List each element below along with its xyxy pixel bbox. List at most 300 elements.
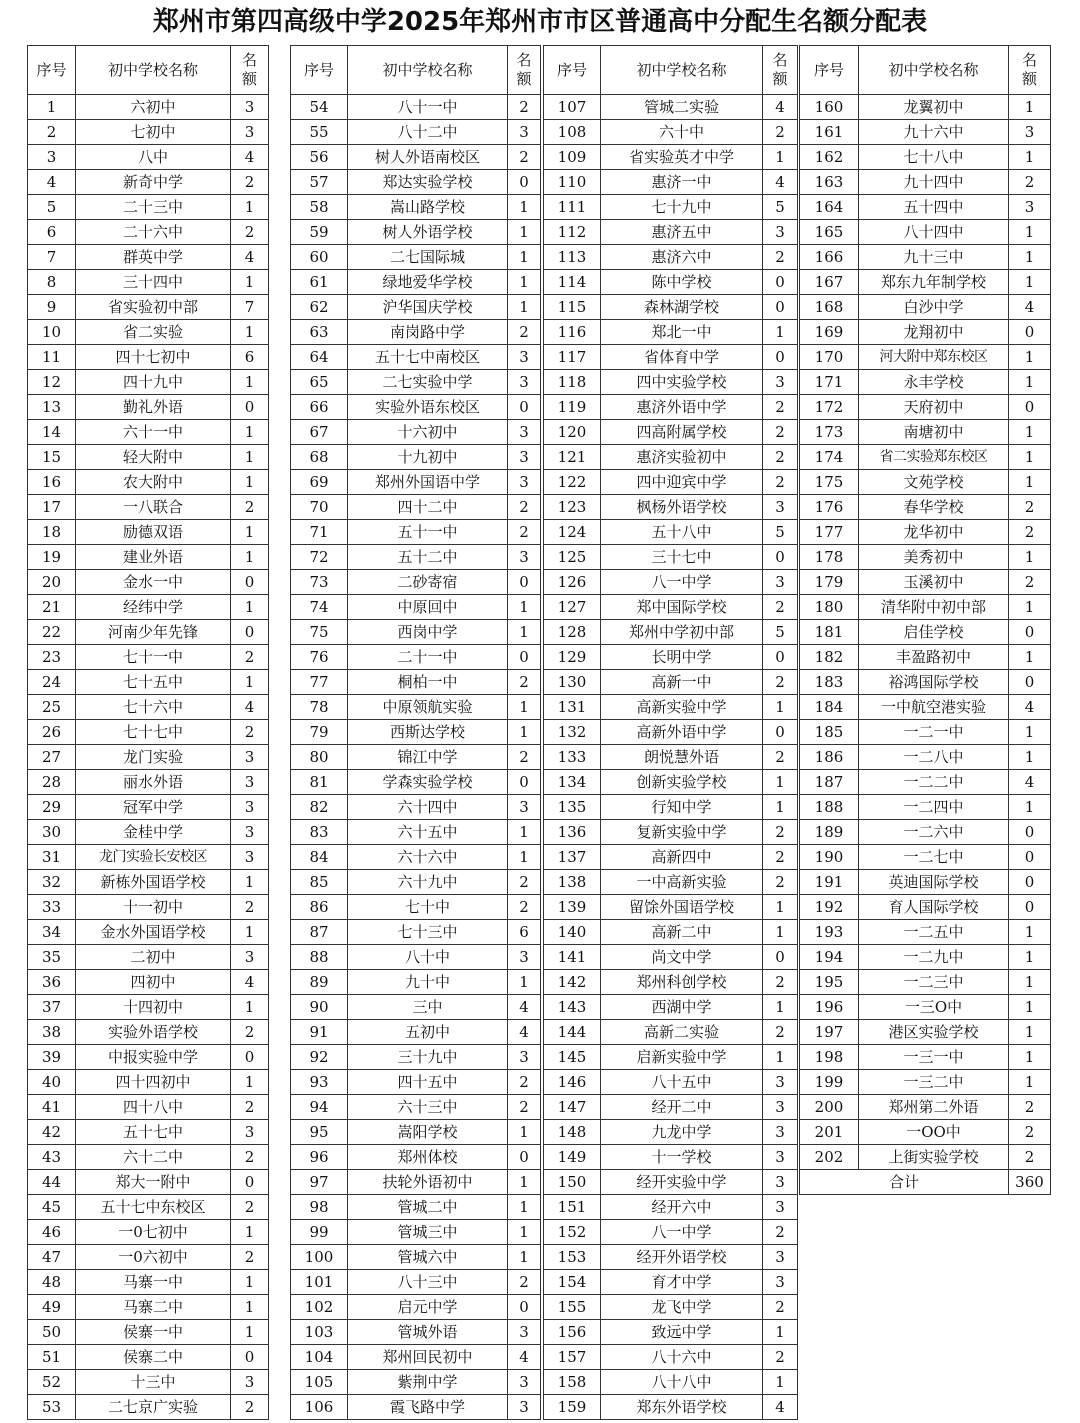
row-quota: 3 xyxy=(508,945,541,970)
table-row xyxy=(291,445,541,470)
table-row xyxy=(28,1070,269,1095)
row-seq: 103 xyxy=(291,1320,348,1345)
row-seq: 7 xyxy=(28,245,76,270)
row-school-name: 一三O中 xyxy=(859,995,1009,1020)
row-quota: 2 xyxy=(508,145,541,170)
row-quota: 0 xyxy=(1009,870,1051,895)
table-row xyxy=(291,970,541,995)
row-quota: 0 xyxy=(763,545,798,570)
row-quota: 2 xyxy=(508,745,541,770)
table-row xyxy=(544,145,798,170)
row-quota: 1 xyxy=(1009,995,1051,1020)
row-school-name: 一三二中 xyxy=(859,1070,1009,1095)
row-seq: 83 xyxy=(291,820,348,845)
table-row xyxy=(291,745,541,770)
row-quota: 1 xyxy=(508,1245,541,1270)
row-seq: 36 xyxy=(28,970,76,995)
row-quota: 3 xyxy=(508,420,541,445)
row-school-name: 龙华初中 xyxy=(859,520,1009,545)
row-quota: 1 xyxy=(1009,345,1051,370)
row-seq: 192 xyxy=(800,895,859,920)
row-seq: 44 xyxy=(28,1170,76,1195)
table-row xyxy=(544,1170,798,1195)
row-seq: 86 xyxy=(291,895,348,920)
row-quota: 4 xyxy=(763,170,798,195)
row-seq: 98 xyxy=(291,1195,348,1220)
table-row xyxy=(544,1295,798,1320)
row-quota: 2 xyxy=(763,1020,798,1045)
table-row xyxy=(800,595,1051,620)
row-school-name: 复新实验中学 xyxy=(601,820,763,845)
table-row xyxy=(28,470,269,495)
header-seq: 序号 xyxy=(291,46,348,95)
row-quota: 0 xyxy=(763,295,798,320)
row-quota: 3 xyxy=(508,370,541,395)
row-quota: 1 xyxy=(1009,95,1051,120)
table-header-row xyxy=(544,46,798,95)
row-seq: 167 xyxy=(800,270,859,295)
table-row xyxy=(544,920,798,945)
table-row xyxy=(800,1020,1051,1045)
row-quota: 2 xyxy=(231,1195,269,1220)
row-seq: 119 xyxy=(544,395,601,420)
table-row xyxy=(28,620,269,645)
row-school-name: 郑州回民初中 xyxy=(348,1345,508,1370)
row-quota: 3 xyxy=(508,120,541,145)
table-row xyxy=(28,1245,269,1270)
row-school-name: 丰盈路初中 xyxy=(859,645,1009,670)
row-school-name: 郑中国际学校 xyxy=(601,595,763,620)
table-row xyxy=(544,695,798,720)
row-seq: 202 xyxy=(800,1145,859,1170)
row-seq: 43 xyxy=(28,1145,76,1170)
row-school-name: 九十三中 xyxy=(859,245,1009,270)
row-quota: 2 xyxy=(508,670,541,695)
row-quota: 1 xyxy=(1009,370,1051,395)
row-quota: 1 xyxy=(231,270,269,295)
row-school-name: 高新外语中学 xyxy=(601,720,763,745)
table-row xyxy=(28,845,269,870)
row-school-name: 育才中学 xyxy=(601,1270,763,1295)
table-row xyxy=(800,170,1051,195)
row-school-name: 美秀初中 xyxy=(859,545,1009,570)
row-school-name: 十六初中 xyxy=(348,420,508,445)
row-seq: 175 xyxy=(800,470,859,495)
row-quota: 2 xyxy=(1009,1120,1051,1145)
row-quota: 4 xyxy=(1009,695,1051,720)
row-quota: 1 xyxy=(231,1295,269,1320)
table-row xyxy=(800,795,1051,820)
table-row xyxy=(800,1145,1051,1170)
row-quota: 4 xyxy=(231,245,269,270)
row-seq: 90 xyxy=(291,995,348,1020)
row-quota: 4 xyxy=(231,145,269,170)
row-seq: 127 xyxy=(544,595,601,620)
row-quota: 1 xyxy=(508,1120,541,1145)
table-row xyxy=(800,1045,1051,1070)
table-row xyxy=(544,1195,798,1220)
row-seq: 57 xyxy=(291,170,348,195)
row-quota: 3 xyxy=(763,570,798,595)
row-school-name: 五十七中 xyxy=(76,1120,231,1145)
header-quota-label: 名额 xyxy=(772,51,788,88)
row-school-name: 新栋外国语学校 xyxy=(76,870,231,895)
allocation-table-4 xyxy=(799,45,1051,1195)
table-row xyxy=(291,95,541,120)
row-school-name: 五十一中 xyxy=(348,520,508,545)
row-school-name: 霞飞路中学 xyxy=(348,1395,508,1420)
table-row xyxy=(800,295,1051,320)
row-quota: 2 xyxy=(231,1020,269,1045)
table-row xyxy=(291,620,541,645)
row-quota: 2 xyxy=(763,120,798,145)
row-seq: 23 xyxy=(28,645,76,670)
row-school-name: 金水外国语学校 xyxy=(76,920,231,945)
row-quota: 1 xyxy=(508,195,541,220)
row-seq: 52 xyxy=(28,1370,76,1395)
row-quota: 3 xyxy=(231,945,269,970)
row-school-name: 长明中学 xyxy=(601,645,763,670)
row-seq: 91 xyxy=(291,1020,348,1045)
table-row xyxy=(28,170,269,195)
row-seq: 77 xyxy=(291,670,348,695)
table-row xyxy=(544,720,798,745)
row-seq: 15 xyxy=(28,445,76,470)
row-school-name: 嵩阳学校 xyxy=(348,1120,508,1145)
row-school-name: 新奇中学 xyxy=(76,170,231,195)
table-row xyxy=(544,820,798,845)
row-quota: 0 xyxy=(1009,845,1051,870)
table-row xyxy=(291,120,541,145)
row-seq: 87 xyxy=(291,920,348,945)
row-quota: 1 xyxy=(231,670,269,695)
row-school-name: 经开外语学校 xyxy=(601,1245,763,1270)
row-quota: 2 xyxy=(763,870,798,895)
row-seq: 188 xyxy=(800,795,859,820)
header-quota xyxy=(763,46,798,95)
row-quota: 2 xyxy=(231,895,269,920)
row-quota: 2 xyxy=(231,170,269,195)
table-row xyxy=(291,1070,541,1095)
row-quota: 2 xyxy=(231,1095,269,1120)
row-seq: 193 xyxy=(800,920,859,945)
row-school-name: 三中 xyxy=(348,995,508,1020)
row-seq: 146 xyxy=(544,1070,601,1095)
row-seq: 50 xyxy=(28,1320,76,1345)
row-quota: 3 xyxy=(231,1120,269,1145)
table-row xyxy=(544,520,798,545)
row-seq: 21 xyxy=(28,595,76,620)
table-row xyxy=(28,745,269,770)
row-school-name: 白沙中学 xyxy=(859,295,1009,320)
row-quota: 1 xyxy=(763,770,798,795)
table-row xyxy=(544,370,798,395)
table-row xyxy=(544,270,798,295)
row-school-name: 经开六中 xyxy=(601,1195,763,1220)
table-row xyxy=(28,870,269,895)
table-row xyxy=(291,770,541,795)
row-quota: 2 xyxy=(508,1095,541,1120)
row-seq: 190 xyxy=(800,845,859,870)
table-row xyxy=(800,870,1051,895)
row-quota: 1 xyxy=(763,1370,798,1395)
row-quota: 3 xyxy=(508,1370,541,1395)
row-seq: 53 xyxy=(28,1395,76,1420)
row-seq: 113 xyxy=(544,245,601,270)
row-seq: 136 xyxy=(544,820,601,845)
row-school-name: 一二四中 xyxy=(859,795,1009,820)
table-row xyxy=(544,895,798,920)
table-row xyxy=(544,345,798,370)
row-quota: 2 xyxy=(763,1345,798,1370)
row-school-name: 西湖中学 xyxy=(601,995,763,1020)
row-school-name: 七十中 xyxy=(348,895,508,920)
row-seq: 186 xyxy=(800,745,859,770)
row-quota: 0 xyxy=(1009,320,1051,345)
row-school-name: 管城二实验 xyxy=(601,95,763,120)
row-quota: 0 xyxy=(763,645,798,670)
row-quota: 3 xyxy=(763,1070,798,1095)
row-seq: 47 xyxy=(28,1245,76,1270)
row-seq: 106 xyxy=(291,1395,348,1420)
row-quota: 3 xyxy=(763,1270,798,1295)
table-row xyxy=(544,545,798,570)
row-seq: 5 xyxy=(28,195,76,220)
row-quota: 1 xyxy=(1009,1020,1051,1045)
table-row xyxy=(544,1095,798,1120)
row-seq: 149 xyxy=(544,1145,601,1170)
row-school-name: 四十四初中 xyxy=(76,1070,231,1095)
table-row xyxy=(800,845,1051,870)
table-row xyxy=(291,1395,541,1420)
row-quota: 1 xyxy=(508,1195,541,1220)
row-school-name: 七十九中 xyxy=(601,195,763,220)
row-school-name: 西岗中学 xyxy=(348,620,508,645)
table-row xyxy=(800,1095,1051,1120)
row-quota: 1 xyxy=(1009,470,1051,495)
row-school-name: 侯寨二中 xyxy=(76,1345,231,1370)
row-school-name: 惠济外语中学 xyxy=(601,395,763,420)
row-quota: 2 xyxy=(1009,520,1051,545)
row-seq: 164 xyxy=(800,195,859,220)
row-seq: 168 xyxy=(800,295,859,320)
table-row xyxy=(800,445,1051,470)
table-row xyxy=(28,445,269,470)
row-school-name: 一中航空港实验 xyxy=(859,695,1009,720)
row-seq: 66 xyxy=(291,395,348,420)
row-seq: 95 xyxy=(291,1120,348,1145)
table-row xyxy=(291,920,541,945)
table-row xyxy=(28,1345,269,1370)
row-quota: 1 xyxy=(231,320,269,345)
header-seq: 序号 xyxy=(544,46,601,95)
table-row xyxy=(291,145,541,170)
row-school-name: 八十四中 xyxy=(859,220,1009,245)
row-seq: 45 xyxy=(28,1195,76,1220)
table-row xyxy=(544,1395,798,1420)
table-row xyxy=(28,970,269,995)
row-quota: 4 xyxy=(763,95,798,120)
row-quota: 1 xyxy=(508,245,541,270)
row-quota: 0 xyxy=(231,620,269,645)
row-quota: 4 xyxy=(1009,770,1051,795)
row-seq: 25 xyxy=(28,695,76,720)
row-school-name: 马寨一中 xyxy=(76,1270,231,1295)
row-seq: 145 xyxy=(544,1045,601,1070)
table-row xyxy=(28,270,269,295)
row-seq: 169 xyxy=(800,320,859,345)
row-seq: 200 xyxy=(800,1095,859,1120)
table-row xyxy=(28,695,269,720)
table-row xyxy=(544,245,798,270)
row-quota: 1 xyxy=(508,620,541,645)
row-school-name: 省二实验 xyxy=(76,320,231,345)
row-school-name: 六十二中 xyxy=(76,1145,231,1170)
row-seq: 195 xyxy=(800,970,859,995)
table-row xyxy=(291,1095,541,1120)
row-school-name: 紫荆中学 xyxy=(348,1370,508,1395)
row-school-name: 龙门实验长安校区 xyxy=(76,845,231,870)
table-row xyxy=(28,1370,269,1395)
table-row xyxy=(800,345,1051,370)
row-school-name: 绿地爱华学校 xyxy=(348,270,508,295)
table-row xyxy=(28,1020,269,1045)
row-seq: 114 xyxy=(544,270,601,295)
row-school-name: 郑州体校 xyxy=(348,1145,508,1170)
row-school-name: 十九初中 xyxy=(348,445,508,470)
row-quota: 0 xyxy=(231,1170,269,1195)
row-school-name: 启佳学校 xyxy=(859,620,1009,645)
row-school-name: 三十四中 xyxy=(76,270,231,295)
table-row xyxy=(291,720,541,745)
table-row xyxy=(544,1145,798,1170)
table-row xyxy=(28,795,269,820)
row-quota: 1 xyxy=(231,445,269,470)
row-quota: 1 xyxy=(508,820,541,845)
table-row xyxy=(291,520,541,545)
table-row xyxy=(800,620,1051,645)
row-seq: 189 xyxy=(800,820,859,845)
row-school-name: 四十八中 xyxy=(76,1095,231,1120)
allocation-table-2 xyxy=(290,45,541,1420)
row-seq: 150 xyxy=(544,1170,601,1195)
row-quota: 3 xyxy=(763,1095,798,1120)
table-row xyxy=(28,920,269,945)
header-quota-label: 名额 xyxy=(516,51,532,88)
row-seq: 152 xyxy=(544,1220,601,1245)
row-quota: 2 xyxy=(763,970,798,995)
row-school-name: 一二九中 xyxy=(859,945,1009,970)
row-school-name: 十一学校 xyxy=(601,1145,763,1170)
row-seq: 170 xyxy=(800,345,859,370)
total-value: 360 xyxy=(1009,1170,1051,1195)
row-school-name: 河南少年先锋 xyxy=(76,620,231,645)
row-quota: 2 xyxy=(763,670,798,695)
row-school-name: 一0七初中 xyxy=(76,1220,231,1245)
table-row xyxy=(544,470,798,495)
table-row xyxy=(291,345,541,370)
row-seq: 110 xyxy=(544,170,601,195)
row-seq: 27 xyxy=(28,745,76,770)
table-row xyxy=(28,670,269,695)
row-quota: 2 xyxy=(231,645,269,670)
row-seq: 123 xyxy=(544,495,601,520)
row-quota: 3 xyxy=(231,745,269,770)
table-row xyxy=(800,995,1051,1020)
row-seq: 174 xyxy=(800,445,859,470)
row-seq: 48 xyxy=(28,1270,76,1295)
row-quota: 2 xyxy=(508,870,541,895)
table-row xyxy=(28,195,269,220)
row-school-name: 英迪国际学校 xyxy=(859,870,1009,895)
row-school-name: 清华附中初中部 xyxy=(859,595,1009,620)
row-quota: 1 xyxy=(508,1170,541,1195)
table-row xyxy=(800,695,1051,720)
table-header-row xyxy=(28,46,269,95)
row-school-name: 金桂中学 xyxy=(76,820,231,845)
row-seq: 104 xyxy=(291,1345,348,1370)
row-quota: 0 xyxy=(1009,820,1051,845)
row-seq: 8 xyxy=(28,270,76,295)
row-quota: 1 xyxy=(1009,1045,1051,1070)
table-row xyxy=(291,645,541,670)
row-school-name: 管城二中 xyxy=(348,1195,508,1220)
row-quota: 1 xyxy=(1009,270,1051,295)
row-seq: 71 xyxy=(291,520,348,545)
row-seq: 100 xyxy=(291,1245,348,1270)
row-quota: 2 xyxy=(508,95,541,120)
row-quota: 2 xyxy=(763,745,798,770)
row-school-name: 侯寨一中 xyxy=(76,1320,231,1345)
row-quota: 3 xyxy=(231,95,269,120)
row-quota: 5 xyxy=(763,195,798,220)
row-quota: 4 xyxy=(231,970,269,995)
table-row xyxy=(544,1370,798,1395)
row-quota: 1 xyxy=(231,420,269,445)
table-row xyxy=(28,1045,269,1070)
table-row xyxy=(28,895,269,920)
row-seq: 147 xyxy=(544,1095,601,1120)
row-seq: 22 xyxy=(28,620,76,645)
table-row xyxy=(544,495,798,520)
table-row xyxy=(28,95,269,120)
row-quota: 3 xyxy=(1009,195,1051,220)
row-school-name: 二七实验中学 xyxy=(348,370,508,395)
row-quota: 2 xyxy=(763,245,798,270)
row-quota: 0 xyxy=(763,270,798,295)
row-school-name: 陈中学校 xyxy=(601,270,763,295)
table-row xyxy=(291,245,541,270)
row-seq: 131 xyxy=(544,695,601,720)
row-seq: 130 xyxy=(544,670,601,695)
row-school-name: 锦江中学 xyxy=(348,745,508,770)
row-seq: 49 xyxy=(28,1295,76,1320)
row-seq: 139 xyxy=(544,895,601,920)
table-row xyxy=(544,670,798,695)
table-row xyxy=(800,520,1051,545)
page-title: 郑州市第四高级中学2025年郑州市市区普通高中分配生名额分配表 xyxy=(152,7,928,37)
table-row xyxy=(800,95,1051,120)
row-school-name: 致远中学 xyxy=(601,1320,763,1345)
row-quota: 0 xyxy=(508,395,541,420)
table-row xyxy=(544,195,798,220)
table-row xyxy=(544,1120,798,1145)
table-row xyxy=(544,1220,798,1245)
table-row xyxy=(291,795,541,820)
row-quota: 2 xyxy=(1009,170,1051,195)
row-seq: 69 xyxy=(291,470,348,495)
table-row xyxy=(291,1195,541,1220)
